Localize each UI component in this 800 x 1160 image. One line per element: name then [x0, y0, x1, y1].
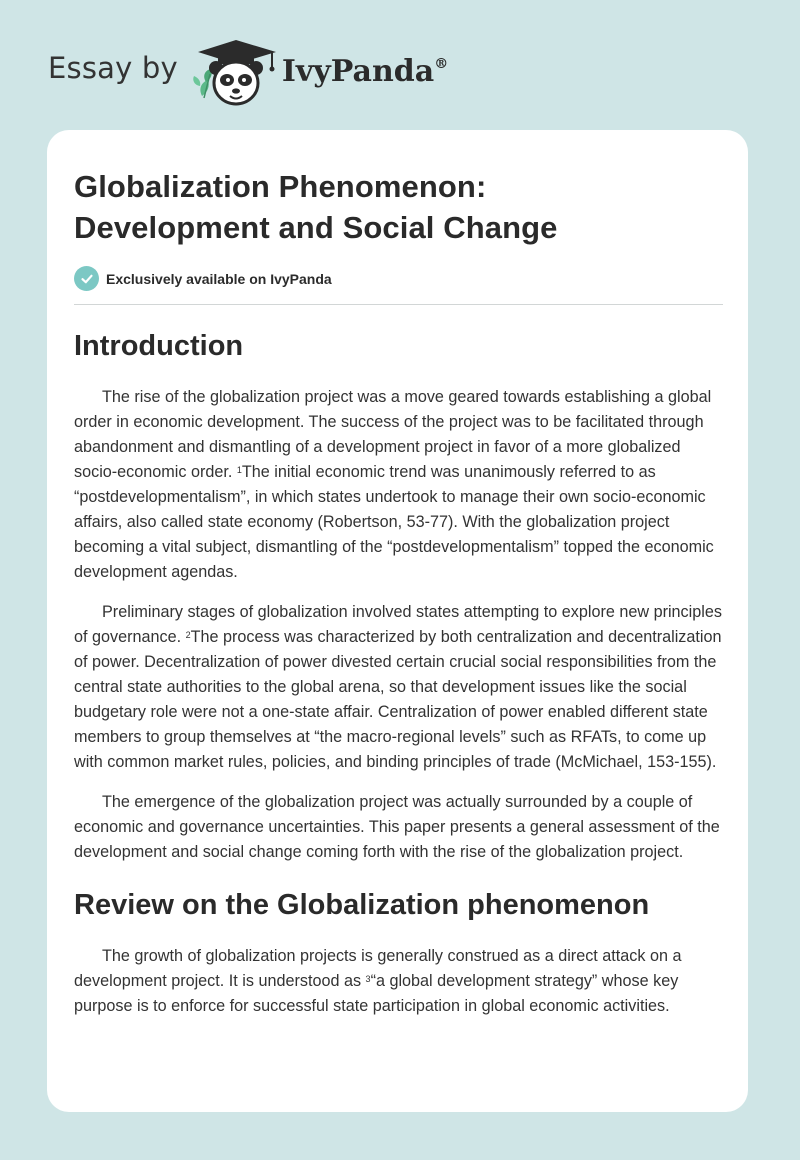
site-header: [48, 38, 448, 108]
exclusive-label: Exclusively available on IvyPanda: [106, 270, 332, 287]
paragraph: The growth of globalization projects is generally construed as a direct attack on a development project. It is understood as $^3$“a global development strategy” whose key purpose is to enforce for successful state participation in global economic activities.: [74, 947, 682, 1015]
paragraph: The emergence of the globalization project was actually surrounded by a couple of economic and governance uncertainties. This paper presents a general assessment of the development and social change coming forth with the rise of the globalization project.: [74, 793, 720, 861]
section-heading-review: Review on the Globalization phenomenon: [74, 889, 650, 921]
title-divider: [74, 304, 723, 305]
paragraph: The rise of the globalization project was a move geared towards establishing a global order in economic development. The success of the project was to be facilitated through abandonment and dismantling of a development project in favor of a more globalized socio-economic order. $^1$The initial economic trend was unanimously referred to as “postdevelopmentalism”, in which states undertook to manage their own socio-economic affairs, also called state economy (Robertson, 53-77). With the globalization project becoming a vital subject, dismantling of the “postdevelopmentalism” topped the economic development agendas.: [74, 388, 714, 581]
essay-card: [47, 130, 748, 1112]
essay-by-label: Essay by: [48, 51, 178, 85]
section-heading-introduction: Introduction: [74, 330, 244, 362]
check-icon: [74, 266, 99, 291]
footnote-ref[interactable]: 1: [236, 465, 242, 475]
brand-name[interactable]: IvyPanda®: [281, 53, 449, 89]
essay-title: Globalization Phenomenon: Development and Social Change: [74, 169, 558, 245]
ivypanda-logo-icon[interactable]: [192, 38, 280, 108]
paragraph: Preliminary stages of globalization involved states attempting to explore new principles of governance. $^2$The process was characterized by both centralization and decentralization of power. Decentralization of power divested certain crucial social responsibilities from the central state authorities to the global arena, so that development issues like the social budgetary role were not a one-state affair. Centralization of power enabled different state members to group themselves at “the macro-regional levels” such as RFATs, to come up with common market rules, policies, and binding principles of trade (McMichael, 153-155).: [74, 603, 722, 771]
footnote-ref[interactable]: 2: [185, 630, 191, 640]
exclusive-badge: [74, 266, 723, 291]
essay-content: [74, 166, 723, 1019]
footnote-ref[interactable]: 3: [365, 974, 371, 984]
